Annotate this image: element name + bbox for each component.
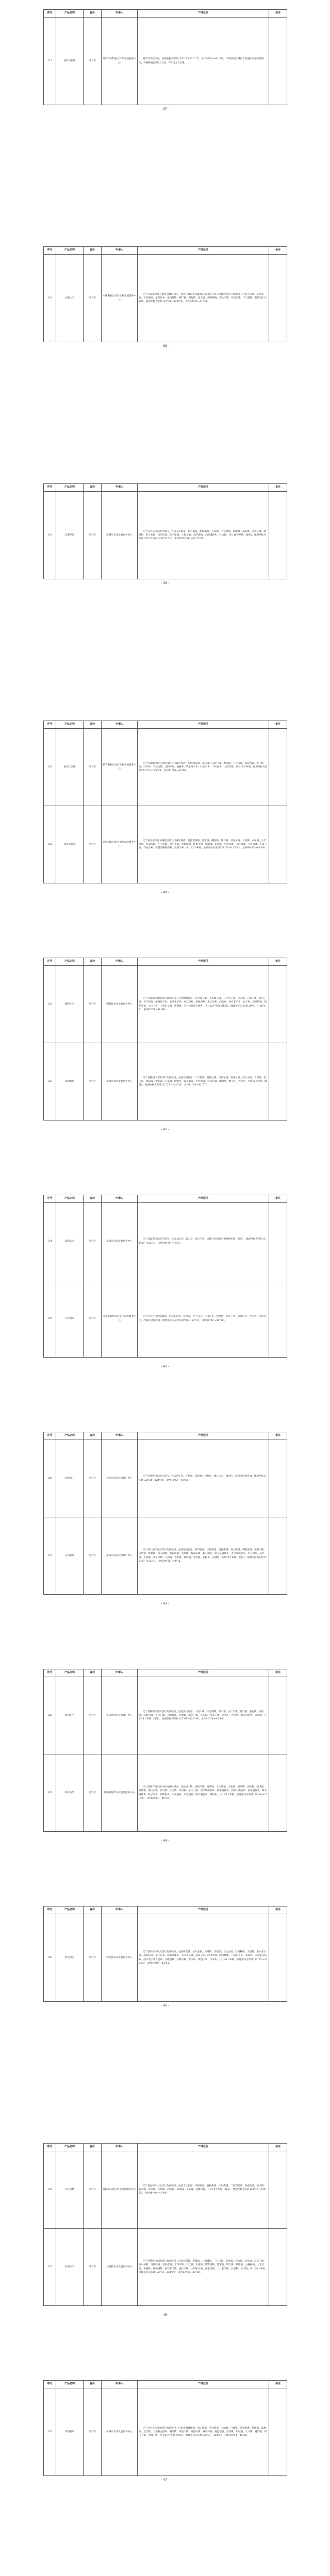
applicant-cell: 铁岭市农业技术推广中心 <box>102 1440 138 1517</box>
table-header-cell: 备注 <box>269 2381 287 2388</box>
applicant-cell: 盘锦市农业发展服务中心 <box>102 1203 138 1280</box>
table-header-cell: 产品名称 <box>56 958 84 966</box>
remarks-cell <box>269 729 287 806</box>
page-number: - 44 - <box>161 1839 169 1843</box>
table-header-cell: 序号 <box>44 721 56 729</box>
production-area-cell: 辽宁省铁岭市行政区域内，包括西丰县、开原市、昌图县、铁岭县、调兵山市、银州区、清河区所辖乡镇。地理坐标为东经123°24′~124°44′，北纬41°59′~43°29′。 <box>138 1440 269 1517</box>
product-table <box>43 9 287 105</box>
province-cell: 辽宁省 <box>84 1203 102 1280</box>
production-area-cell: 辽宁省丹东市宽甸满族自治县行政区域内，包括宽甸镇、灌水镇、硼海镇、红石镇、毛甸子镇、长甸镇、永甸镇、太平哨镇、青山沟镇、牛毛坞镇、大川头镇、青椅山镇、杨木川镇、虎山镇、振江镇、步达远镇、大西岔镇、八河川镇、双山子镇、石柱子乡、下露河朝鲜族乡、古楼子乡，共计22个乡镇。地理坐标为东经124°21′~125°42′，北纬40°13′~41°09′。 <box>138 806 269 883</box>
applicant-cell: 葫芦岛市特色农产品发展服务中心 <box>102 18 138 105</box>
table-row <box>44 729 287 806</box>
product-table <box>43 1906 287 2002</box>
table-header-cell: 省份 <box>84 484 102 492</box>
province-cell: 辽宁省 <box>84 2388 102 2476</box>
product-name-cell: 彰武黑豆 <box>56 1914 84 2002</box>
applicant-cell: 绥中县现代农业发展服务中心 <box>102 1754 138 1832</box>
production-area-cell: 辽宁省锦州市黑山县行政区域内，包括黑山街道、大虎山镇、八道壕镇、芳山镇、白厂门镇、常兴镇、姜屯镇、励家镇、绕阳河镇、半拉门镇、无梁殿镇、胡家镇、新立屯镇、小东镇、四家子镇、段家乡、大兴乡、镇安满族乡、太和镇，共计19个乡镇（街道）。地理坐标为东经122°07′~122°49′，北纬41°28′~42°08′。 <box>138 1677 269 1754</box>
serial-number-cell: 132 <box>44 2229 56 2306</box>
table-header-row <box>44 10 287 18</box>
table-row <box>44 2229 287 2306</box>
production-area-cell: 辽宁省葫芦岛市绥中县行政区域内，包括绥中镇、西甸子镇、宽帮镇、大王庙镇、万家镇、前所镇、高岭镇、前卫镇、荒地镇、塔山屯镇、高台镇、王宝镇、沙河镇、小庄子镇、西平坡满族乡、葛家满族乡、高甸子满族乡、范家满族乡、明水满族乡、秋子沟乡、加碑岩乡、永安堡乡、李家堡乡、网户满族乡、城郊乡，共计25个乡镇。地理坐标为东经119°34′~120°29′，北纬39°59′~40°37′。 <box>138 1754 269 1832</box>
table-header-cell: 序号 <box>44 1432 56 1440</box>
serial-number-cell: 133 <box>44 2388 56 2476</box>
table-header-cell: 产品名称 <box>56 247 84 255</box>
table-header-cell: 申请人 <box>102 1906 138 1914</box>
remarks-cell <box>269 1043 287 1120</box>
serial-number-cell: 126 <box>44 1440 56 1517</box>
production-area-cell: 辽宁省抚顺市新宾满族自治县行政区域内，包括新宾镇、永陵镇、旺清门镇、木奇镇、上夹河镇、南杂木镇、苇子峪镇、红升乡、平顶山镇、北四平乡、榆树乡、响水河子乡、红庙子乡、下夹河乡、大四平镇，共计15个乡镇。地理坐标为东经124°15′~125°28′，北纬41°14′~41°48′。 <box>138 729 269 806</box>
production-area-cell: 辽宁省本溪满族自治县行政区域内，划定区域位于本溪县东部山区与太子河流域河谷平原地带，包括小市镇、草河掌镇、草河城镇、东营坊乡、清河城镇、碱厂镇、南甸镇、高官镇、田师傅镇、连山关镇、草河口镇、下马塘镇、偏岭镇13个乡镇。地理坐标为东经123°31′~124°55′，北纬40°49′~41°40′。 <box>138 255 269 342</box>
table-header-row <box>44 1195 287 1203</box>
remarks-cell <box>269 1914 287 2002</box>
table-header-row <box>44 1669 287 1677</box>
province-cell: 辽宁省 <box>84 966 102 1043</box>
table-header-cell: 备注 <box>269 958 287 966</box>
applicant-cell: 东港市农业发展服务中心 <box>102 492 138 579</box>
table-header-cell: 产地范围 <box>138 10 269 18</box>
serial-number-cell: 128 <box>44 1677 56 1754</box>
product-name-cell: 新宾辽五味 <box>56 729 84 806</box>
table-header-row <box>44 2381 287 2388</box>
table-header-row <box>44 1906 287 1914</box>
table-header-cell: 产地范围 <box>138 1669 269 1677</box>
remarks-cell <box>269 1677 287 1754</box>
table-header-cell: 省份 <box>84 721 102 729</box>
production-area-cell: 辽宁省丹东市凤城市行政区域内，包括凤凰城街道、凤山街道、草河街道、宝山镇、白旗镇、沙里寨镇、红旗镇、蓝旗镇、边门镇、大堡蒙古族乡、赛马镇、弟兄山镇、鸡冠山镇、刘家河镇、通远堡镇、东汤镇、石城镇、大兴镇、爱阳镇、四门子镇、青城子镇，共计21个乡镇（街道）。地理坐标为东经123°31′~124°40′，北纬40°14′~40°58′。 <box>138 2388 269 2476</box>
product-name-cell: 东港草莓 <box>56 492 84 579</box>
table-header-cell: 备注 <box>269 2144 287 2151</box>
product-table <box>43 1669 287 1832</box>
page-number: - 38 - <box>161 344 169 348</box>
applicant-cell: 昌图县农业发展服务中心 <box>102 2229 138 2306</box>
table-header-cell: 产品名称 <box>56 484 84 492</box>
serial-number-cell: 120 <box>44 729 56 806</box>
product-name-cell: 朝阳小米 <box>56 966 84 1043</box>
product-name-cell: 葫芦岛石榴 <box>56 18 84 105</box>
remarks-cell <box>269 2229 287 2306</box>
serial-number-cell: 130 <box>44 1914 56 2002</box>
page-number: - 37 - <box>161 107 169 111</box>
table-header-cell: 序号 <box>44 10 56 18</box>
serial-number-cell: 123 <box>44 1043 56 1120</box>
table-header-cell: 申请人 <box>102 484 138 492</box>
page-number: - 46 - <box>161 2313 169 2317</box>
province-cell: 辽宁省 <box>84 492 102 579</box>
table-row <box>44 2151 287 2229</box>
serial-number-cell: 131 <box>44 2151 56 2229</box>
product-name-cell: 凤城板栗 <box>56 2388 84 2476</box>
product-name-cell: 铁岭榛子 <box>56 1440 84 1517</box>
table-header-cell: 备注 <box>269 484 287 492</box>
table-header-cell: 省份 <box>84 2144 102 2151</box>
production-area-cell: 辽宁省盘锦市大洼区行政区域内，包括大洼街道、田家街道、榆树街道、王家街道、二界沟街道、向海街道、新兴镇、新开镇、清水镇、东风镇、西安镇、唐家镇、平安镇、赵圈河镇，共计14个乡镇（街道）。地理坐标为东经121°46′~122°25′，北纬40°39′~41°09′。 <box>138 2151 269 2229</box>
production-area-cell: 辽宁省锦州市北镇市行政区域内，包括北镇街道、广宁街道、窟窿台镇、沟帮子镇、青堆子镇、高山子镇、大市镇、赵屯镇、闾阳镇、中安镇、正安镇、柳家乡、富屯街道、罗罗堡镇、常兴店镇、鲍家乡、廖屯乡、大屯乡，共计18个乡镇（街道）。地理坐标为东经121°27′~122°26′，北纬41°24′~41°57′。 <box>138 1043 269 1120</box>
remarks-cell <box>269 1440 287 1517</box>
product-table <box>43 2380 287 2476</box>
province-cell: 辽宁省 <box>84 18 102 105</box>
applicant-cell: 黑山县农业技术推广中心 <box>102 1677 138 1754</box>
production-area-cell: 辽宁省铁岭市昌图县行政区域内，包括昌图镇、老城镇、八面城镇、三江口镇、金家镇、宝力镇、泉头镇、双庙子镇、亮中桥镇、马仲河镇、毛家店镇、老四平镇、大洼镇、头道镇、鴜鹭树镇、傅家镇、四合镇、朝阳镇、古榆树镇、七家子镇、东嘎镇、四面城镇、前双井子镇、通江口镇、大四家子镇、曲家店镇、十八家子镇、长发镇、大兴镇，共计29个乡镇。地理坐标为东经123°32′~124°26′，北纬42°33′~43°29′。 <box>138 2229 269 2306</box>
table-header-cell: 序号 <box>44 247 56 255</box>
table-header-cell: 申请人 <box>102 2144 138 2151</box>
table-header-cell: 申请人 <box>102 958 138 966</box>
remarks-cell <box>269 255 287 342</box>
table-header-cell: 省份 <box>84 10 102 18</box>
page-number: - 45 - <box>161 2004 169 2008</box>
table-row <box>44 1440 287 1517</box>
product-table <box>43 721 287 883</box>
table-header-cell: 申请人 <box>102 10 138 18</box>
table-header-cell: 申请人 <box>102 1669 138 1677</box>
table-header-cell: 序号 <box>44 958 56 966</box>
table-header-cell: 产地范围 <box>138 721 269 729</box>
table-header-cell: 序号 <box>44 1906 56 1914</box>
remarks-cell <box>269 806 287 883</box>
table-header-cell: 产地范围 <box>138 2381 269 2388</box>
product-name-cell: 大连海参 <box>56 1280 84 1358</box>
product-table <box>43 483 287 579</box>
page-number: - 41 - <box>161 1128 169 1131</box>
table-header-cell: 省份 <box>84 247 102 255</box>
province-cell: 辽宁省 <box>84 1280 102 1358</box>
province-cell: 辽宁省 <box>84 2229 102 2306</box>
table-header-cell: 产品名称 <box>56 1906 84 1914</box>
remarks-cell <box>269 1203 287 1280</box>
table-header-row <box>44 247 287 255</box>
province-cell: 辽宁省 <box>84 1914 102 2002</box>
table-row <box>44 255 287 342</box>
applicant-cell: 宽甸满族自治县农业发展服务中心 <box>102 806 138 883</box>
remarks-cell <box>269 492 287 579</box>
table-header-cell: 申请人 <box>102 721 138 729</box>
applicant-cell: 本溪满族自治县农业发展服务中心 <box>102 255 138 342</box>
page-number: - 43 - <box>161 1602 169 1605</box>
remarks-cell <box>269 1280 287 1358</box>
table-header-cell: 产地范围 <box>138 1432 269 1440</box>
serial-number-cell: 121 <box>44 806 56 883</box>
province-cell: 辽宁省 <box>84 1677 102 1754</box>
remarks-cell <box>269 2151 287 2229</box>
table-header-cell: 备注 <box>269 721 287 729</box>
production-area-cell: 辽宁省大连市所辖海域，包括长海县、庄河市、普兰店区、瓦房店市、金州区、甘井子区、旅顺口区、中山区、沙河口区、西岗区沿海海域，地理坐标为东经120°58′~123°31′，北纬38°43′~40°10′。 <box>138 1280 269 1358</box>
product-name-cell: 绥中白梨 <box>56 1754 84 1832</box>
table-header-cell: 产品名称 <box>56 1432 84 1440</box>
table-header-cell: 序号 <box>44 1669 56 1677</box>
table-header-cell: 省份 <box>84 1195 102 1203</box>
product-name-cell: 盘锦大米 <box>56 1203 84 1280</box>
applicant-cell: 大连市现代农业生产发展服务中心 <box>102 1280 138 1358</box>
table-row <box>44 1677 287 1754</box>
serial-number-cell: 124 <box>44 1203 56 1280</box>
table-header-cell: 省份 <box>84 958 102 966</box>
remarks-cell <box>269 1754 287 1832</box>
table-row <box>44 806 287 883</box>
product-name-cell: 大洼河蟹 <box>56 2151 84 2229</box>
province-cell: 辽宁省 <box>84 255 102 342</box>
table-header-cell: 省份 <box>84 1669 102 1677</box>
remarks-cell <box>269 2388 287 2476</box>
table-header-row <box>44 958 287 966</box>
product-name-cell: 昌图玉米 <box>56 2229 84 2306</box>
remarks-cell <box>269 1517 287 1595</box>
remarks-cell <box>269 966 287 1043</box>
table-header-cell: 产地范围 <box>138 958 269 966</box>
table-header-cell: 备注 <box>269 1669 287 1677</box>
applicant-cell: 盘锦市大洼区农业发展服务中心 <box>102 2151 138 2229</box>
remarks-cell <box>269 18 287 105</box>
serial-number-cell: 125 <box>44 1280 56 1358</box>
table-header-cell: 备注 <box>269 1432 287 1440</box>
product-table <box>43 958 287 1120</box>
table-header-cell: 产品名称 <box>56 1195 84 1203</box>
table-header-cell: 产地范围 <box>138 2144 269 2151</box>
table-header-cell: 产品名称 <box>56 1669 84 1677</box>
table-row <box>44 1043 287 1120</box>
serial-number-cell: 127 <box>44 1517 56 1595</box>
serial-number-cell: 118 <box>44 255 56 342</box>
table-header-cell: 序号 <box>44 2144 56 2151</box>
production-area-cell: 葫芦岛市辖区内，地理坐标为东经119°13′~121°15′，北纬40°01′~41°00′。产地划定区域位于地理标志保护范围内，石榴种植面积0.5万亩，年产量1.2万吨。 <box>138 18 269 105</box>
page-number: - 40 - <box>161 891 169 894</box>
table-header-cell: 省份 <box>84 1906 102 1914</box>
production-area-cell: 辽宁省丹东市东港市境内，包括大东街道、新兴街道、新城街道、长安镇、十字街镇、前阳镇、孤山镇、北井子镇、椅圈镇、黄土坎镇、马家店镇、龙王庙镇、小甸子镇、菩萨庙镇、合隆满族乡、长山镇，共计16个乡镇（街道）。地理坐标为东经123°22′30″~124°22′22″，北纬39°45′30″~40°12′56″。 <box>138 492 269 579</box>
product-table <box>43 1195 287 1358</box>
table-header-cell: 序号 <box>44 2381 56 2388</box>
product-name-cell: 庄河蓝莓 <box>56 1517 84 1595</box>
applicant-cell: 凤城市农业发展服务中心 <box>102 2388 138 2476</box>
applicant-cell: 新宾满族自治县农业发展服务中心 <box>102 729 138 806</box>
table-header-cell: 序号 <box>44 1195 56 1203</box>
production-area-cell: 辽宁省朝阳市朝阳县行政区域内，包括柳城街道、西大营子镇、木头城子镇、二十家子镇、羊山镇、六家子镇、瓦房子镇、大平房镇、根德营子乡、北四家子乡、南双庙乡、杨树湾乡、东大屯乡、尚志乡、西五家子乡、台子乡、清风岭镇、波罗赤镇、古山子乡、七道泉子镇、胜利镇、乌兰河硕蒙古族乡，共计22个乡镇（街道）。地理坐标为东经119°51′~120°48′，北纬40°55′~41°46′。 <box>138 966 269 1043</box>
table-header-row <box>44 1432 287 1440</box>
table-row <box>44 1914 287 2002</box>
product-table <box>43 1432 287 1595</box>
table-header-cell: 备注 <box>269 10 287 18</box>
production-area-cell: 辽宁省阜新市彰武县行政区域内，包括彰武镇、哈尔套镇、五峰镇、冯家镇、章古台镇、后新秋镇、大德镇、东六家子镇、满堂红镇、苇子沟乡、前福兴地乡、大四家子镇、两家子乡、阿尔乡镇、四合城镇、二道河子乡、双庙乡、大冷蒙古族乡、西六家子蒙古族乡、兴隆堡镇、兴隆山镇、丰田乡、四堡子乡、平安乡，共计24个乡镇。地理坐标为东经121°53′~122°58′，北纬42°07′~42°51′。 <box>138 1914 269 2002</box>
table-row <box>44 966 287 1043</box>
table-header-row <box>44 484 287 492</box>
product-name-cell: 黑山花生 <box>56 1677 84 1754</box>
applicant-cell: 北镇市农业发展服务中心 <box>102 1043 138 1120</box>
table-header-cell: 申请人 <box>102 1432 138 1440</box>
product-name-cell: 宽甸石柱参 <box>56 806 84 883</box>
table-header-cell: 产地范围 <box>138 1906 269 1914</box>
production-area-cell: 辽宁省盘锦市行政区域内，包括大洼区、盘山县、双台子区、兴隆台区所辖水稻种植乡镇（街道）。地理坐标为东经121°25′~122°31′，北纬40°39′~41°27′。 <box>138 1203 269 1280</box>
applicant-cell: 朝阳县农业发展服务中心 <box>102 966 138 1043</box>
province-cell: 辽宁省 <box>84 2151 102 2229</box>
province-cell: 辽宁省 <box>84 1440 102 1517</box>
table-row <box>44 1203 287 1280</box>
table-header-cell: 产地范围 <box>138 247 269 255</box>
province-cell: 辽宁省 <box>84 1754 102 1832</box>
serial-number-cell: 122 <box>44 966 56 1043</box>
applicant-cell: 彰武县农业发展服务中心 <box>102 1914 138 2002</box>
table-header-cell: 申请人 <box>102 247 138 255</box>
table-header-cell: 产品名称 <box>56 721 84 729</box>
table-header-cell: 备注 <box>269 1906 287 1914</box>
table-header-cell: 产地范围 <box>138 484 269 492</box>
production-area-cell: 辽宁省大连市庄河市行政区域内，包括城关街道、新华街道、兴达街道、昌盛街道、石山街道、明阳街道、光明山镇、大营镇、塔岭镇、仙人洞镇、蓉花山镇、长岭镇、荷花山镇、鞍子山乡、桂云花满族乡、太平岭满族乡、步云山乡、吴炉镇、王家镇、栗子房镇、大郑镇、青堆镇、徐岭镇、黑岛镇、花院乡、石城乡，共计26个乡镇（街道）。地理坐标为东经122°29′~123°31′，北纬39°25′~40°12′。 <box>138 1517 269 1595</box>
table-row <box>44 1754 287 1832</box>
table-header-cell: 产品名称 <box>56 2144 84 2151</box>
product-table <box>43 246 287 342</box>
table-header-cell: 备注 <box>269 1195 287 1203</box>
table-row <box>44 1517 287 1595</box>
product-table <box>43 2143 287 2306</box>
table-row <box>44 2388 287 2476</box>
table-header-cell: 产地范围 <box>138 1195 269 1203</box>
province-cell: 辽宁省 <box>84 729 102 806</box>
table-row <box>44 18 287 105</box>
table-header-cell: 产品名称 <box>56 2381 84 2388</box>
serial-number-cell: 119 <box>44 492 56 579</box>
province-cell: 辽宁省 <box>84 1517 102 1595</box>
applicant-cell: 庄河市农业技术推广中心 <box>102 1517 138 1595</box>
table-header-cell: 序号 <box>44 484 56 492</box>
table-header-cell: 备注 <box>269 247 287 255</box>
table-row <box>44 1280 287 1358</box>
serial-number-cell: 117 <box>44 18 56 105</box>
table-header-row <box>44 2144 287 2151</box>
table-header-row <box>44 721 287 729</box>
table-header-cell: 省份 <box>84 1432 102 1440</box>
product-name-cell: 本溪大米 <box>56 255 84 342</box>
page-number: - 42 - <box>161 1365 169 1368</box>
table-header-cell: 省份 <box>84 2381 102 2388</box>
province-cell: 辽宁省 <box>84 806 102 883</box>
serial-number-cell: 129 <box>44 1754 56 1832</box>
table-header-cell: 申请人 <box>102 2381 138 2388</box>
table-header-cell: 申请人 <box>102 1195 138 1203</box>
product-name-cell: 北镇葡萄 <box>56 1043 84 1120</box>
table-header-cell: 产品名称 <box>56 10 84 18</box>
page-number: - 47 - <box>161 2478 169 2482</box>
table-row <box>44 492 287 579</box>
province-cell: 辽宁省 <box>84 1043 102 1120</box>
page-number: - 39 - <box>161 581 169 585</box>
